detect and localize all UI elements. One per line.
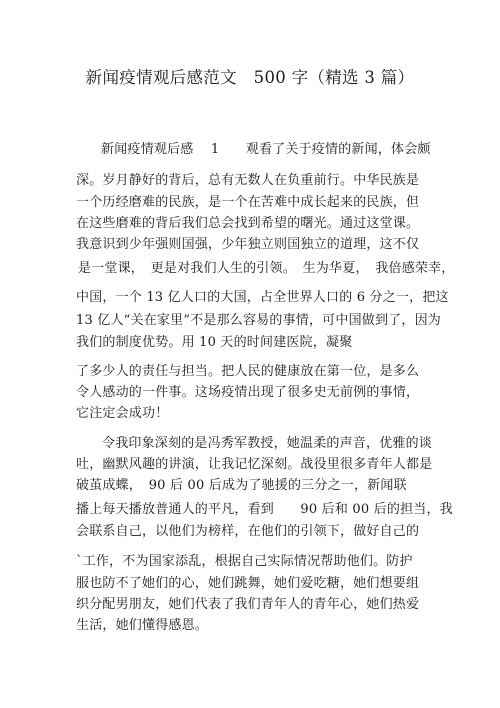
paragraph-line: 令人感动的一件事。这场疫情出现了很多史无前例的事情， [76,385,420,400]
paragraph-line: `工作，不为国家添乱，根据自己实际情况帮助他们。防护 [76,554,413,569]
paragraph-line: 一个历经磨难的民族，是一个在苦难中成长起来的民族，但 [76,195,420,210]
paragraph-line: 会联系自己，以他们为榜样，在他们的引领下，做好自己的 [76,524,420,539]
paragraph-line: 服也防不了她们的心，她们跳舞，她们爱吃糖，她们想要组 [76,576,420,591]
paragraph-line: 在这些磨难的背后我们总会找到希望的曙光。通过这堂课。 [76,216,420,231]
paragraph-line: 中国，一个 13 亿人口的大国，占全世界人口的 6 分之一，把这 [76,290,449,305]
document-title: 新闻疫情观后感范文 500 字（精选 3 篇） [85,68,415,87]
paragraph-line: 破茧成蝶， 90 后 00 后成为了驰援的三分之一，新闻联 [76,478,407,493]
paragraph-line: 它注定会成功！ [76,406,169,421]
paragraph-line: 新闻疫情观后感 1 观看了关于疫情的新闻，体会颇 [101,142,431,157]
paragraph-line: 了多少人的责任与担当。把人民的健康放在第一位，是多么 [76,364,420,379]
paragraph-line: 我们的制度优势。用 10 天的时间建医院，凝聚 [76,335,353,350]
paragraph-line: 13 亿人“关在家里”不是那么容易的事情，可中国做到了，因为 [76,313,441,328]
paragraph-line: 生活，她们懂得感恩。 [76,618,209,633]
paragraph-line: 深。岁月静好的背后，总有无数人在负重前行。中华民族是 [76,173,420,188]
paragraph-line: 播上每天播放普通人的平凡，看到 90 后和 00 后的担当，我 [76,502,453,517]
paragraph-line: 令我印象深刻的是冯秀军教授，她温柔的声音，优雅的谈 [102,436,433,451]
paragraph-line: 是一堂课， 更是对我们人生的引领。 生为华夏， 我倍感荣幸， [78,261,455,276]
paragraph-line: 吐，幽默风趣的讲演，让我记忆深刻。战役里很多青年人都是 [76,457,433,472]
paragraph-line: 织分配男朋友，她们代表了我们青年人的青年心，她们热爱 [76,597,420,612]
paragraph-line: 我意识到少年强则国强，少年独立则国独立的道理，这不仅 [76,237,420,252]
